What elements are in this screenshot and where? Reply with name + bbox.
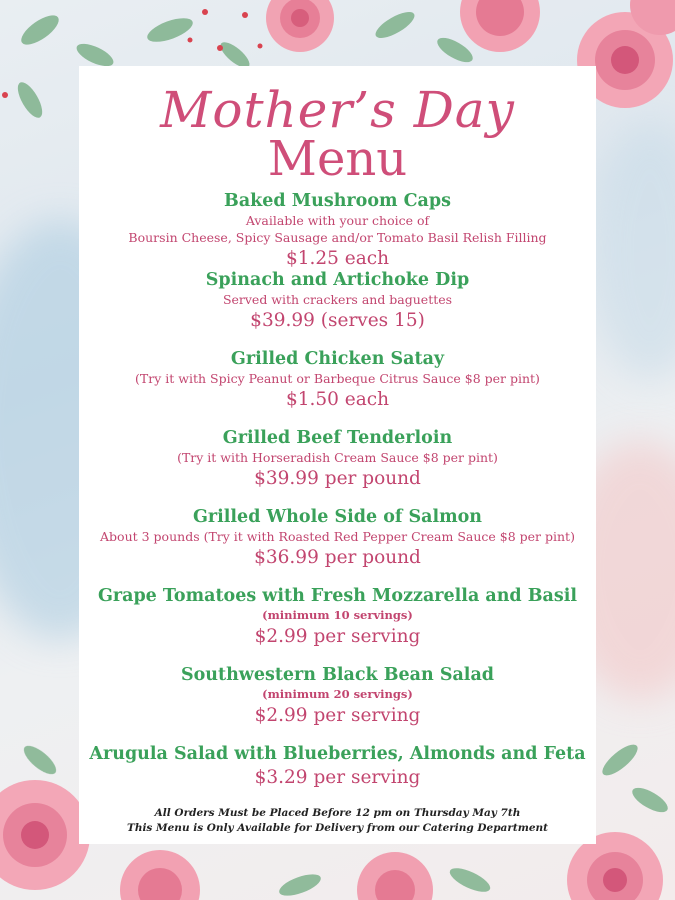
item-price: $3.29 per serving	[254, 767, 421, 788]
menu-item	[79, 585, 596, 664]
title-script: Mother’s Day	[160, 81, 515, 139]
item-price: $2.99 per serving	[254, 626, 421, 647]
item-description: (Try it with Spicy Peanut or Barbeque Citrus Sauce $8 per pint)	[135, 371, 540, 386]
item-price: $1.50 each	[285, 389, 390, 410]
item-description: (minimum 20 servings)	[262, 687, 413, 701]
item-name: Grilled Chicken Satay	[230, 349, 445, 369]
item-description: (Try it with Horseradish Cream Sauce $8 per pint)	[177, 450, 498, 465]
item-description: About 3 pounds (Try it with Roasted Red Pepper Cream Sauce $8 per pint)	[100, 529, 575, 544]
item-name: Grilled Whole Side of Salmon	[192, 507, 483, 527]
item-name: Southwestern Black Bean Salad	[180, 665, 495, 685]
item-price: $39.99 per pound	[254, 468, 421, 489]
menu-item	[79, 506, 596, 585]
item-name: Grape Tomatoes with Fresh Mozzarella and Basil	[97, 586, 578, 606]
menu-items	[79, 190, 596, 791]
menu-item	[79, 664, 596, 743]
menu-item	[79, 743, 596, 791]
item-name: Arugula Salad with Blueberries, Almonds and Feta	[89, 744, 586, 764]
item-description: (minimum 10 servings)	[262, 608, 413, 622]
item-name: Grilled Beef Tenderloin	[222, 428, 453, 448]
order-deadline-note: All Orders Must be Placed Before 12 pm on Thursday May 7th	[154, 807, 521, 819]
item-price: $36.99 per pound	[254, 547, 421, 568]
item-description: Served with crackers and baguettes	[222, 292, 453, 307]
watercolor-wash-blue-right	[590, 120, 675, 380]
menu-item	[79, 348, 596, 427]
item-price: $1.25 each	[285, 248, 390, 269]
menu-item	[79, 427, 596, 506]
menu-card	[79, 66, 596, 844]
item-name: Baked Mushroom Caps	[224, 191, 451, 211]
delivery-note: This Menu is Only Available for Delivery from our Catering Department	[127, 822, 548, 834]
title-menu: Menu	[267, 131, 408, 187]
menu-item	[79, 269, 596, 348]
item-name: Spinach and Artichoke Dip	[205, 270, 470, 290]
menu-item	[79, 190, 596, 269]
item-description: Available with your choice of	[245, 213, 430, 228]
item-description: Boursin Cheese, Spicy Sausage and/or Tomato Basil Relish Filling	[128, 230, 547, 245]
item-price: $2.99 per serving	[254, 705, 421, 726]
item-price: $39.99 (serves 15)	[250, 310, 425, 331]
order-notice	[79, 806, 596, 836]
